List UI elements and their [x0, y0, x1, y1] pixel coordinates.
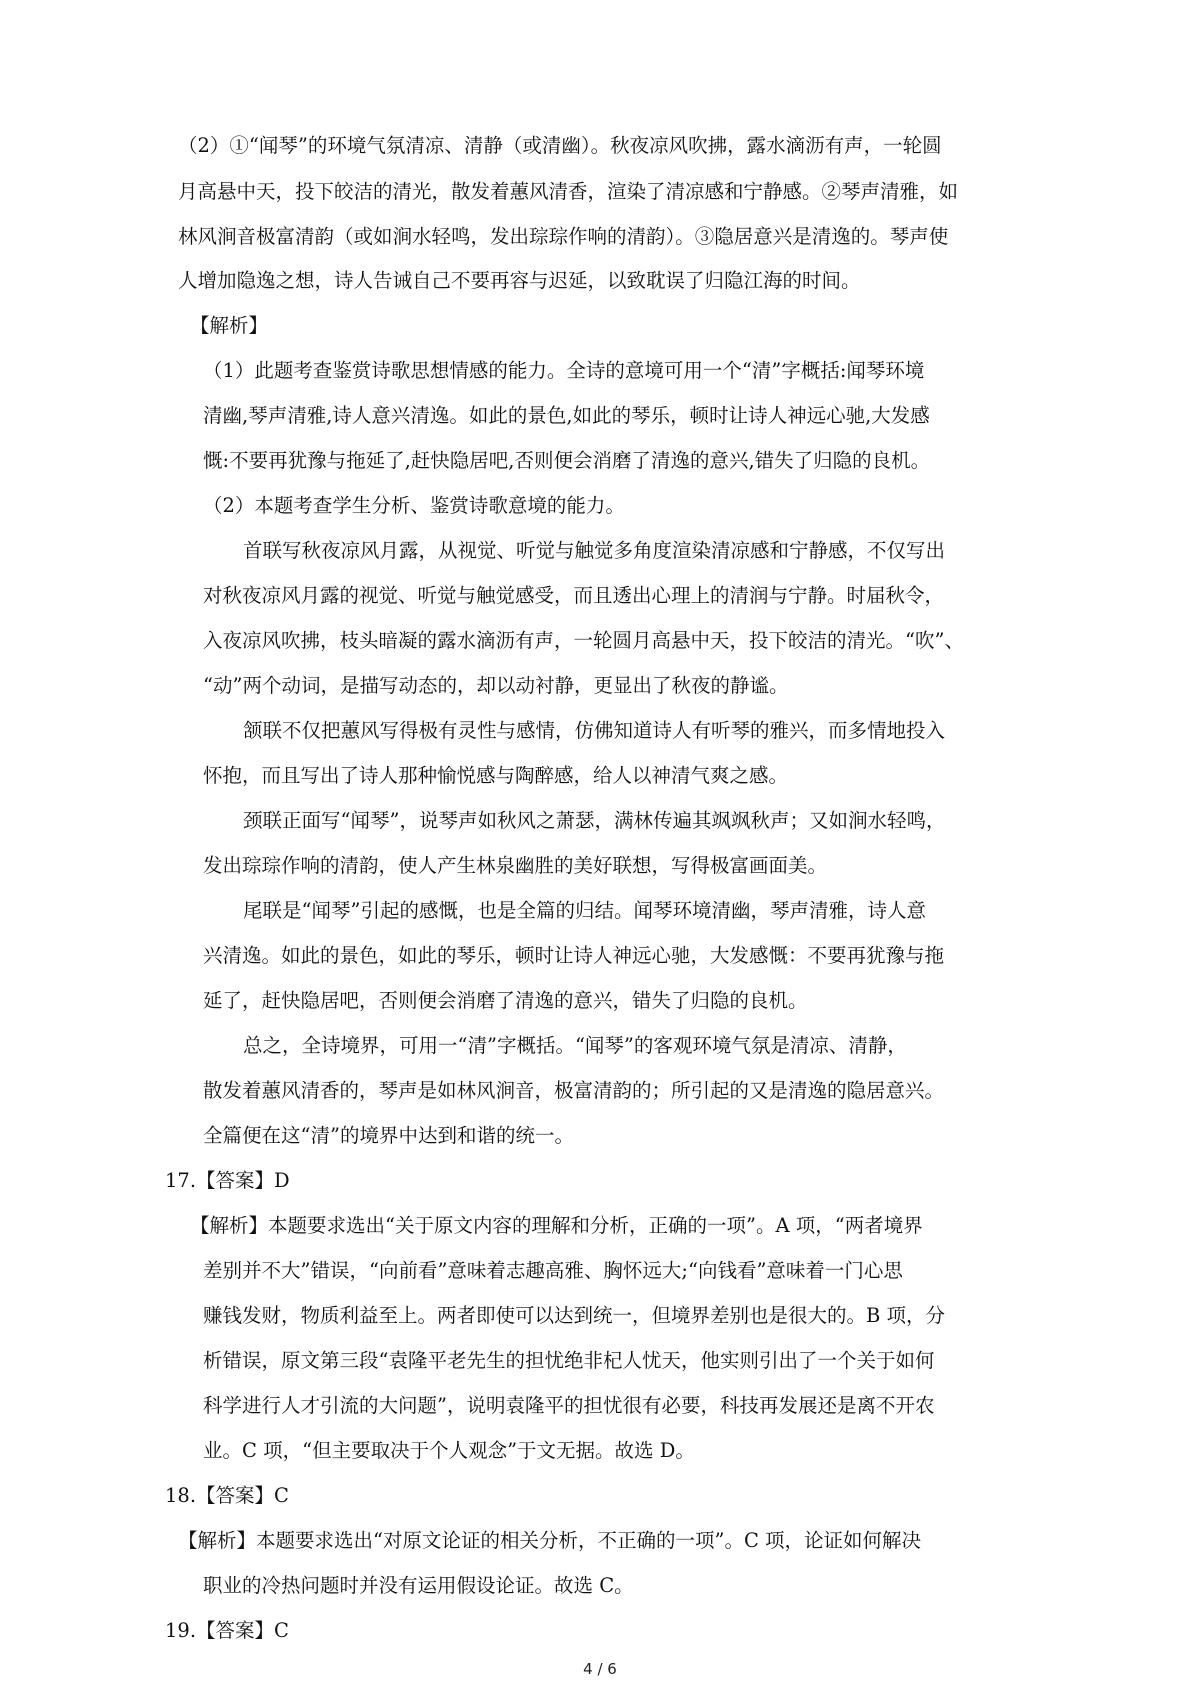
text-line: 颈联正面写“闻琴”，说琴声如秋风之萧瑟，满林传遍其飒飒秋声；又如涧水轻鸣， [243, 809, 946, 832]
answer-label: 18.【答案】C [165, 1484, 289, 1507]
text-line: 怀抱，而且写出了诗人那种愉悦感与陶醉感，给人以神清气爽之感。 [203, 764, 789, 787]
text-line: 清幽,琴声清雅,诗人意兴清逸。如此的景色,如此的琴乐，顿时让诗人神远心驰,大发感 [203, 404, 930, 427]
answer-label: 19.【答案】C [165, 1619, 289, 1642]
text-line: 发出琮琮作响的清韵，使人产生林泉幽胜的美好联想，写得极富画面美。 [203, 854, 828, 877]
text-line: 延了，赶快隐居吧，否则便会消磨了清逸的意兴，错失了归隐的良机。 [203, 989, 808, 1012]
text-line: （2）①“闻琴”的环境气氛清凉、清静（或清幽）。秋夜凉风吹拂，露水滴沥有声，一轮圆 [178, 134, 942, 157]
text-line: 差别并不大”错误，“向前看”意味着志趣高雅、胸怀远大;“向钱看”意味着一门心思 [203, 1259, 903, 1282]
text-line: 林风涧音极富清韵（或如涧水轻鸣，发出琮琮作响的清韵）。③隐居意兴是清逸的。琴声使 [178, 225, 949, 248]
text-line: 散发着蕙风清香的，琴声是如林风涧音，极富清韵的；所引起的又是清逸的隐居意兴。 [203, 1079, 945, 1102]
text-line: 慨:不要再犹豫与拖延了,赶快隐居吧,否则便会消磨了清逸的意兴,错失了归隐的良机。 [203, 449, 931, 472]
text-line: 颔联不仅把蕙风写得极有灵性与感情，仿佛知道诗人有听琴的雅兴，而多情地投入 [243, 719, 946, 742]
analysis-heading: 【解析】 [190, 314, 269, 337]
answer-label: 17.【答案】D [165, 1169, 290, 1192]
text-line: 月高悬中天，投下皎洁的清光，散发着蕙风清香，渲染了清凉感和宁静感。②琴声清雅，如 [178, 180, 959, 203]
text-line: 入夜凉风吹拂，枝头暗凝的露水滴沥有声，一轮圆月高悬中天，投下皎洁的清光。“吹”、 [203, 629, 964, 652]
analysis-part2-intro: （2）本题考查学生分析、鉴赏诗歌意境的能力。 [203, 494, 625, 517]
text-line: 对秋夜凉风月露的视觉、听觉与触觉感受，而且透出心理上的清润与宁静。时届秋令， [203, 584, 945, 607]
text-line: 【解析】本题要求选出“对原文论证的相关分析，不正确的一项”。C 项，论证如何解决 [178, 1529, 922, 1552]
text-line: 全篇便在这“清”的境界中达到和谐的统一。 [203, 1124, 574, 1147]
text-line: 科学进行人才引流的大问题”，说明袁隆平的担忧很有必要，科技再发展还是离不开农 [203, 1394, 935, 1417]
text-line: “动”两个动词，是描写动态的，却以动衬静，更显出了秋夜的静谧。 [203, 674, 789, 697]
text-line: 兴清逸。如此的景色，如此的琴乐，顿时让诗人神远心驰，大发感慨：不要再犹豫与拖 [203, 944, 945, 967]
text-line: 赚钱发财，物质利益至上。两者即使可以达到统一，但境界差别也是很大的。B 项，分 [203, 1304, 946, 1327]
page-number: 4 / 6 [583, 1660, 617, 1678]
text-line: （1）此题考查鉴赏诗歌思想情感的能力。全诗的意境可用一个“清”字概括:闻琴环境 [203, 359, 925, 382]
text-line: 析错误，原文第三段“袁隆平老先生的担忧绝非杞人忧天，他实则引出了一个关于如何 [203, 1349, 935, 1372]
text-line: 业。C 项，“但主要取决于个人观念”于文无据。故选 D。 [203, 1439, 695, 1462]
text-line: 首联写秋夜凉风月露，从视觉、听觉与触觉多角度渲染清凉感和宁静感，不仅写出 [243, 539, 946, 562]
text-line: 尾联是“闻琴”引起的感慨，也是全篇的归结。闻琴环境清幽，琴声清雅，诗人意 [243, 899, 926, 922]
text-line: 总之，全诗境界，可用一“清”字概括。“闻琴”的客观环境气氛是清凉、清静， [243, 1034, 907, 1057]
text-line: 人增加隐逸之想，诗人告诫自己不要再容与迟延，以致耽误了归隐江海的时间。 [178, 269, 861, 292]
text-line: 【解析】本题要求选出“关于原文内容的理解和分析，正确的一项”。A 项，“两者境界 [190, 1214, 923, 1237]
text-line: 职业的冷热问题时并没有运用假设论证。故选 C。 [203, 1574, 634, 1597]
